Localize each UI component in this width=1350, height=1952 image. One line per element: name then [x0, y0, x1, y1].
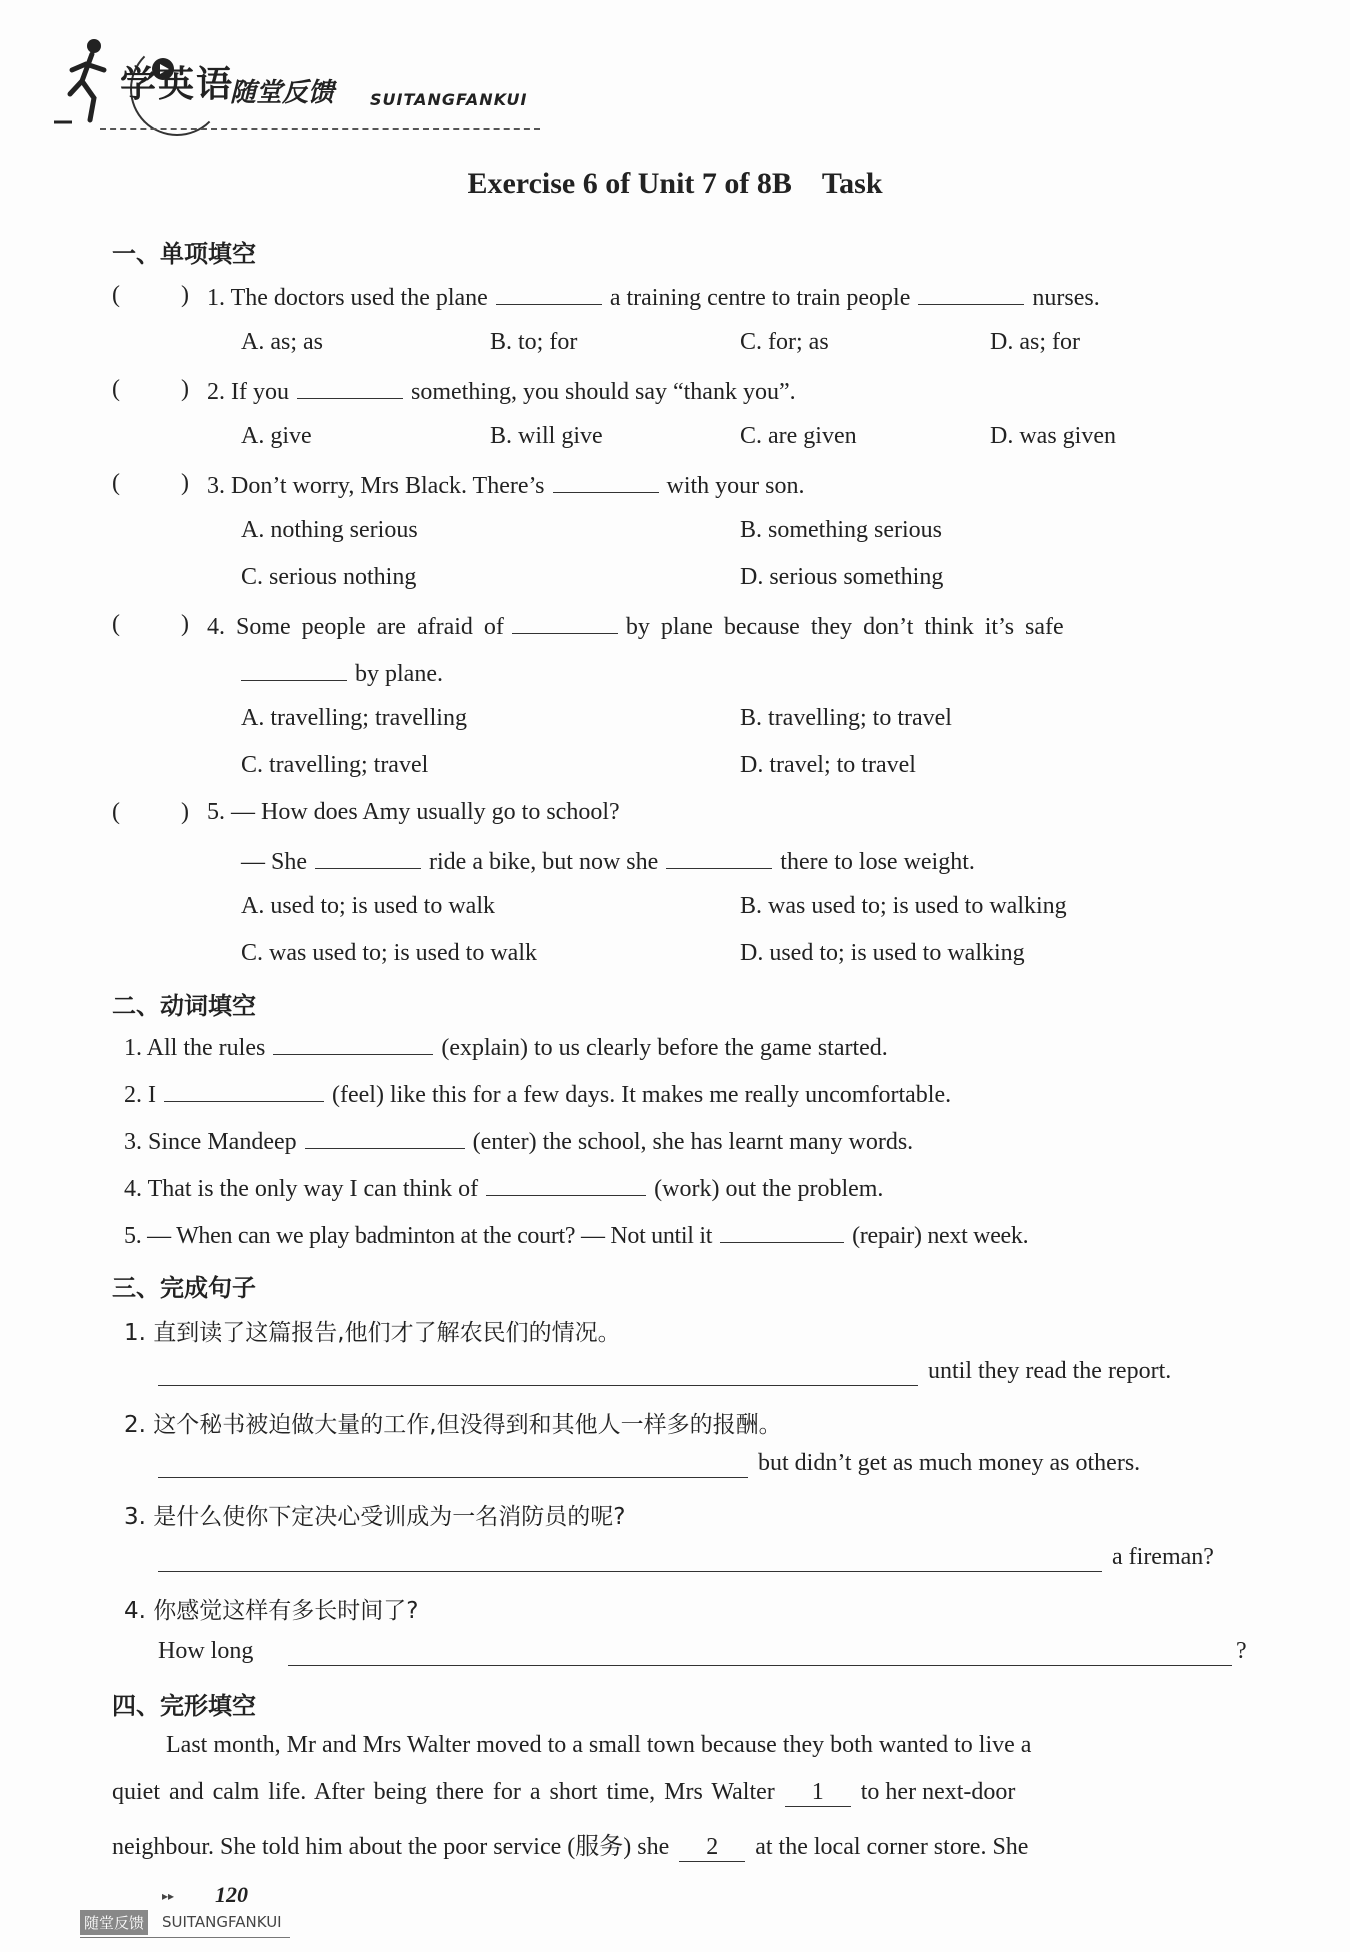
- q5-stem-part: — She: [241, 849, 307, 875]
- footer-arrows-icon: ▸▸: [162, 1889, 175, 1903]
- option-b: B. will give: [490, 423, 603, 449]
- cloze-line-2: [112, 1779, 1015, 1807]
- verb-item-1: [124, 1032, 888, 1062]
- option-b: B. something serious: [740, 517, 942, 543]
- answer-paren-close: ): [181, 282, 189, 308]
- verb-item-3: [124, 1126, 913, 1156]
- q1-stem-part: nurses.: [1032, 285, 1100, 311]
- verb-item-2: [124, 1079, 951, 1109]
- cloze-text: at the local corner store. She: [755, 1834, 1029, 1860]
- answer-blank[interactable]: [297, 376, 403, 399]
- section-heading-3: 三、完成句子: [112, 1274, 256, 1302]
- answer-paren-open: (: [112, 470, 120, 496]
- option-d: D. used to; is used to walking: [740, 940, 1025, 966]
- q5-stem-part: ride a bike, but now she: [429, 849, 659, 875]
- option-c: C. serious nothing: [241, 564, 417, 590]
- q2-stem-part: 2. If you: [207, 379, 289, 405]
- option-b: B. was used to; is used to walking: [740, 893, 1067, 919]
- cloze-text: quiet and calm life. After being there for a short time, Mrs Walter: [112, 1779, 775, 1805]
- logo-brand: SUITANGFANKUI: [370, 90, 528, 109]
- answer-paren-open: (: [112, 376, 120, 402]
- cloze-line-1: Last month, Mr and Mrs Walter moved to a small town because they both wanted to live a: [166, 1732, 1032, 1758]
- sentence-ending-4: ?: [1236, 1638, 1247, 1664]
- q3-stem-part: 3. Don’t worry, Mrs Black. There’s: [207, 473, 545, 499]
- sentence-prompt-2: 2. 这个秘书被迫做大量的工作,但没得到和其他人一样多的报酬。: [124, 1412, 782, 1438]
- answer-paren-open: (: [112, 799, 120, 825]
- cloze-blank-1[interactable]: 1: [785, 1779, 851, 1807]
- footer-tag: 随堂反馈: [80, 1910, 148, 1935]
- answer-paren-close: ): [181, 799, 189, 825]
- answer-blank[interactable]: [918, 282, 1024, 305]
- section-heading-4: 四、完形填空: [112, 1692, 256, 1720]
- cloze-line-3: [112, 1826, 1028, 1862]
- verb-text: (work) out the problem.: [654, 1176, 884, 1202]
- option-a: A. nothing serious: [241, 517, 418, 543]
- answer-blank[interactable]: [273, 1032, 433, 1055]
- answer-blank[interactable]: [164, 1079, 324, 1102]
- answer-blank[interactable]: [553, 470, 659, 493]
- answer-blank[interactable]: [305, 1126, 465, 1149]
- answer-blank[interactable]: [512, 611, 618, 634]
- verb-item-4: [124, 1173, 883, 1203]
- option-b: B. to; for: [490, 329, 578, 355]
- sentence-ending-2: but didn’t get as much money as others.: [758, 1450, 1141, 1476]
- sentence-prompt-3: 3. 是什么使你下定决心受训成为一名消防员的呢?: [124, 1504, 626, 1530]
- footer-rule: [80, 1937, 290, 1938]
- answer-line[interactable]: [288, 1664, 1232, 1666]
- q4-stem-part: by plane because they don’t think it’s safe: [625, 614, 1064, 640]
- question-1-stem: [207, 282, 1100, 312]
- answer-blank[interactable]: [486, 1173, 646, 1196]
- verb-text: (feel) like this for a few days. It makes me really uncomfortable.: [332, 1082, 952, 1108]
- page-number: 120: [215, 1882, 248, 1907]
- page-title: Exercise 6 of Unit 7 of 8B Task: [467, 167, 883, 200]
- q4-stem-part: by plane.: [355, 661, 443, 687]
- option-a: A. as; as: [241, 329, 323, 355]
- verb-text: (enter) the school, she has learnt many words.: [472, 1129, 914, 1155]
- question-2-stem: [207, 376, 796, 406]
- answer-paren-open: (: [112, 282, 120, 308]
- question-3-stem: [207, 470, 805, 500]
- cloze-text: to her next-door: [860, 1779, 1016, 1805]
- question-5-stem-cont: [241, 846, 975, 876]
- verb-text: (repair) next week.: [852, 1223, 1029, 1249]
- answer-blank[interactable]: [315, 846, 421, 869]
- answer-paren-close: ): [181, 470, 189, 496]
- q1-stem-part: a training centre to train people: [609, 285, 911, 311]
- runner-icon: [52, 36, 122, 126]
- option-c: C. travelling; travel: [241, 752, 429, 778]
- answer-line[interactable]: [158, 1570, 1102, 1572]
- answer-paren-close: ): [181, 376, 189, 402]
- answer-blank[interactable]: [720, 1220, 844, 1243]
- sentence-prompt-1: 1. 直到读了这篇报告,他们才了解农民们的情况。: [124, 1320, 621, 1346]
- answer-paren-close: ): [181, 611, 189, 637]
- option-d: D. serious something: [740, 564, 944, 590]
- logo-subtitle: 随堂反馈: [230, 78, 335, 108]
- option-c: C. for; as: [740, 329, 829, 355]
- q4-stem-part: 4. Some people are afraid of: [207, 614, 504, 640]
- option-d: D. as; for: [990, 329, 1080, 355]
- option-b: B. travelling; to travel: [740, 705, 952, 731]
- logo-title: 学英语: [120, 64, 235, 105]
- verb-text: 2. I: [124, 1082, 156, 1108]
- q2-stem-part: something, you should say “thank you”.: [410, 379, 796, 405]
- option-a: A. travelling; travelling: [241, 705, 467, 731]
- verb-text: 3. Since Mandeep: [124, 1129, 297, 1155]
- q3-stem-part: with your son.: [666, 473, 805, 499]
- answer-blank[interactable]: [496, 282, 602, 305]
- cloze-text: neighbour. She told him about the poor service (服务) she: [112, 1834, 670, 1860]
- footer-brand: SUITANGFANKUI: [162, 1913, 282, 1931]
- option-a: A. give: [241, 423, 312, 449]
- sentence-start-4: How long: [158, 1638, 254, 1664]
- answer-paren-open: (: [112, 611, 120, 637]
- question-4-stem-cont: [233, 658, 443, 688]
- cloze-blank-2[interactable]: 2: [679, 1834, 745, 1862]
- option-c: C. was used to; is used to walk: [241, 940, 537, 966]
- section-heading-2: 二、动词填空: [112, 992, 256, 1020]
- header-dashed-rule: [100, 128, 540, 130]
- q5-stem-part: there to lose weight.: [780, 849, 975, 875]
- option-c: C. are given: [740, 423, 857, 449]
- option-d: D. travel; to travel: [740, 752, 916, 778]
- sentence-prompt-4: 4. 你感觉这样有多长时间了?: [124, 1598, 419, 1624]
- answer-blank[interactable]: [241, 658, 347, 681]
- answer-line[interactable]: [158, 1384, 918, 1386]
- option-d: D. was given: [990, 423, 1116, 449]
- verb-text: 1. All the rules: [124, 1035, 266, 1061]
- verb-item-5: [124, 1220, 1028, 1250]
- answer-line[interactable]: [158, 1476, 748, 1478]
- verb-text: (explain) to us clearly before the game started.: [441, 1035, 888, 1061]
- q1-stem-part: 1. The doctors used the plane: [207, 285, 488, 311]
- sentence-ending-1: until they read the report.: [928, 1358, 1172, 1384]
- option-a: A. used to; is used to walk: [241, 893, 495, 919]
- question-4-stem: [207, 611, 1064, 641]
- answer-blank[interactable]: [666, 846, 772, 869]
- verb-text: 5. — When can we play badminton at the court? — Not until it: [124, 1223, 713, 1249]
- section-heading-1: 一、单项填空: [112, 240, 256, 268]
- verb-text: 4. That is the only way I can think of: [124, 1176, 479, 1202]
- sentence-ending-3: a fireman?: [1112, 1544, 1214, 1570]
- question-5-stem: 5. — How does Amy usually go to school?: [207, 799, 620, 825]
- header-logo: [40, 28, 600, 128]
